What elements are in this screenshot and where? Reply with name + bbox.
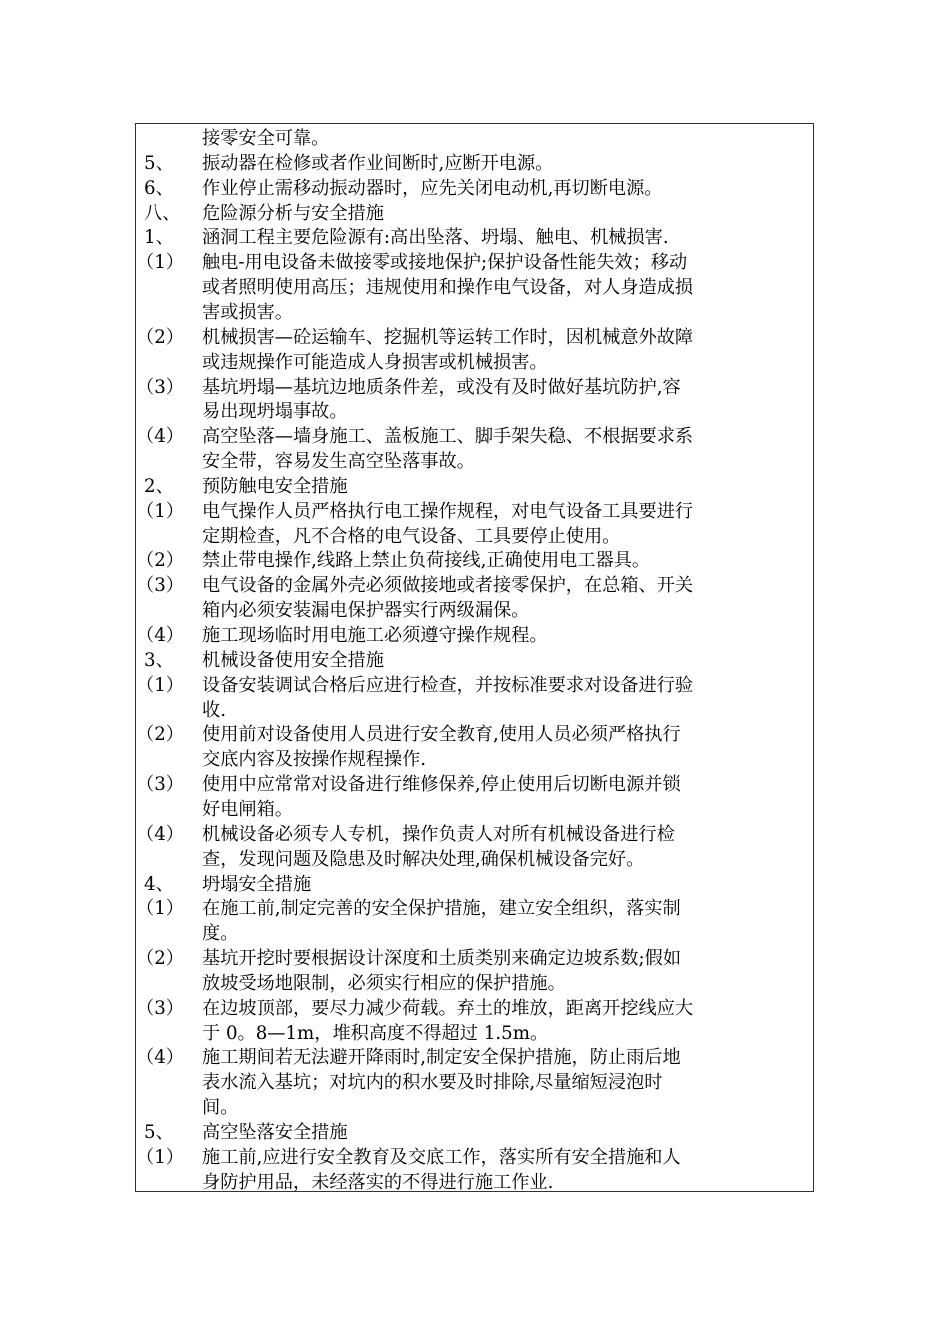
item-number: （2） (136, 326, 184, 348)
item-text: 机械损害—砼运输车、挖掘机等运转工作时，因机械意外故障 (202, 326, 694, 348)
item-text: 机械设备必须专人专机，操作负责人对所有机械设备进行检 (202, 823, 675, 845)
item-number: （4） (136, 823, 184, 845)
item-number: （2） (136, 550, 184, 572)
item-number: （1） (136, 1146, 184, 1168)
item-text: 箱内必须安装漏电保护器实行两级漏保。 (202, 600, 530, 622)
item-text: 定期检查，凡不合格的电气设备、工具要停止使用。 (202, 525, 621, 547)
item-text: 预防触电安全措施 (202, 475, 348, 497)
item-text: 施工现场临时用电施工必须遵守操作规程。 (202, 625, 548, 646)
item-text: 施工期间若无法避开降雨时,制定安全保护措施，防止雨后地 (202, 1047, 681, 1069)
item-text: 或者照明使用高压；违规使用和操作电气设备，对人身造成损 (202, 277, 694, 299)
item-text: 禁止带电操作,线路上禁止负荷接线,正确使用电工器具。 (202, 550, 651, 572)
item-text: 施工前,应进行安全教育及交底工作，落实所有安全措施和人 (202, 1146, 681, 1168)
item-number: 5、 (144, 1122, 174, 1143)
item-number: （1） (136, 500, 184, 522)
item-text: 坍塌安全措施 (202, 873, 312, 895)
item-text: 间。 (202, 1097, 239, 1119)
item-text: 电气操作人员严格执行电工操作规程，对电气设备工具要进行 (202, 500, 694, 522)
item-number: （4） (136, 1047, 184, 1069)
item-number: 八、 (144, 202, 181, 224)
item-number: （3） (136, 376, 184, 398)
item-text: 接零安全可靠。 (202, 128, 330, 149)
item-text: 作业停止需移动振动器时，应先关闭电动机,再切断电源。 (202, 177, 663, 199)
item-text: 或违规操作可能造成人身损害或机械损害。 (202, 351, 548, 373)
item-text: 设备安装调试合格后应进行检查，并按标准要求对设备进行验 (202, 674, 694, 696)
item-text: 放坡受场地限制，必须实行相应的保护措施。 (202, 972, 566, 994)
item-number: （3） (136, 997, 184, 1019)
item-text: 身防护用品，未经落实的不得进行施工作业. (202, 1171, 554, 1193)
item-text: 害或损害。 (202, 301, 293, 323)
item-text: 高空坠落—墙身施工、盖板施工、脚手架失稳、不根据要求系 (202, 426, 694, 448)
item-number: 5、 (144, 152, 174, 174)
item-text: 使用中应常常对设备进行维修保养,停止使用后切断电源并锁 (202, 774, 681, 796)
item-number: （3） (136, 575, 184, 597)
item-text: 危险源分析与安全措施 (202, 202, 384, 224)
item-number: （2） (136, 948, 184, 970)
item-text: 使用前对设备使用人员进行安全教育,使用人员必须严格执行 (202, 724, 681, 746)
item-text: 好电闸箱。 (202, 798, 293, 820)
item-number: （4） (136, 625, 184, 646)
item-text: 在边坡顶部，要尽力减少荷载。弃土的堆放，距离开挖线应大 (202, 997, 694, 1019)
item-number: （1） (136, 252, 184, 274)
item-number: 1、 (144, 227, 174, 249)
item-text: 安全带，容易发生高空坠落事故。 (202, 451, 475, 473)
item-text: 振动器在检修或者作业间断时,应断开电源。 (202, 152, 554, 174)
item-text: 涵洞工程主要危险源有:高出坠落、坍塌、触电、机械损害. (202, 227, 669, 249)
item-number: 2、 (144, 475, 174, 497)
item-number: （4） (136, 426, 184, 448)
item-text: 表水流入基坑；对坑内的积水要及时排除,尽量缩短浸泡时 (202, 1072, 663, 1094)
item-text: 收. (202, 699, 226, 721)
item-text: 于 0。8—1m，堆积高度不得超过 1.5m。 (202, 1022, 549, 1044)
item-text: 基坑开挖时要根据设计深度和土质类别来确定边坡系数;假如 (202, 948, 682, 970)
item-number: （1） (136, 674, 184, 696)
item-text: 查，发现问题及隐患及时解决处理,确保机械设备完好。 (202, 848, 645, 870)
item-text: 触电-用电设备未做接零或接地保护;保护设备性能失效；移动 (202, 252, 688, 274)
document-frame (135, 123, 814, 1192)
item-text: 度。 (202, 923, 239, 945)
item-text: 交底内容及按操作规程操作. (202, 749, 427, 771)
item-text: 基坑坍塌—基坑边地质条件差，或没有及时做好基坑防护,容 (202, 376, 681, 398)
item-number: 6、 (144, 177, 174, 199)
item-text: 机械设备使用安全措施 (202, 649, 384, 671)
item-number: （2） (136, 724, 184, 746)
item-number: 3、 (144, 649, 174, 671)
item-text: 电气设备的金属外壳必须做接地或者接零保护，在总箱、开关 (202, 575, 694, 597)
item-number: （1） (136, 898, 184, 920)
item-text: 在施工前,制定完善的安全保护措施，建立安全组织，落实制 (202, 898, 681, 920)
item-number: （3） (136, 774, 184, 796)
item-number: 4、 (144, 873, 174, 895)
item-text: 高空坠落安全措施 (202, 1122, 348, 1143)
item-text: 易出现坍塌事故。 (202, 401, 348, 423)
